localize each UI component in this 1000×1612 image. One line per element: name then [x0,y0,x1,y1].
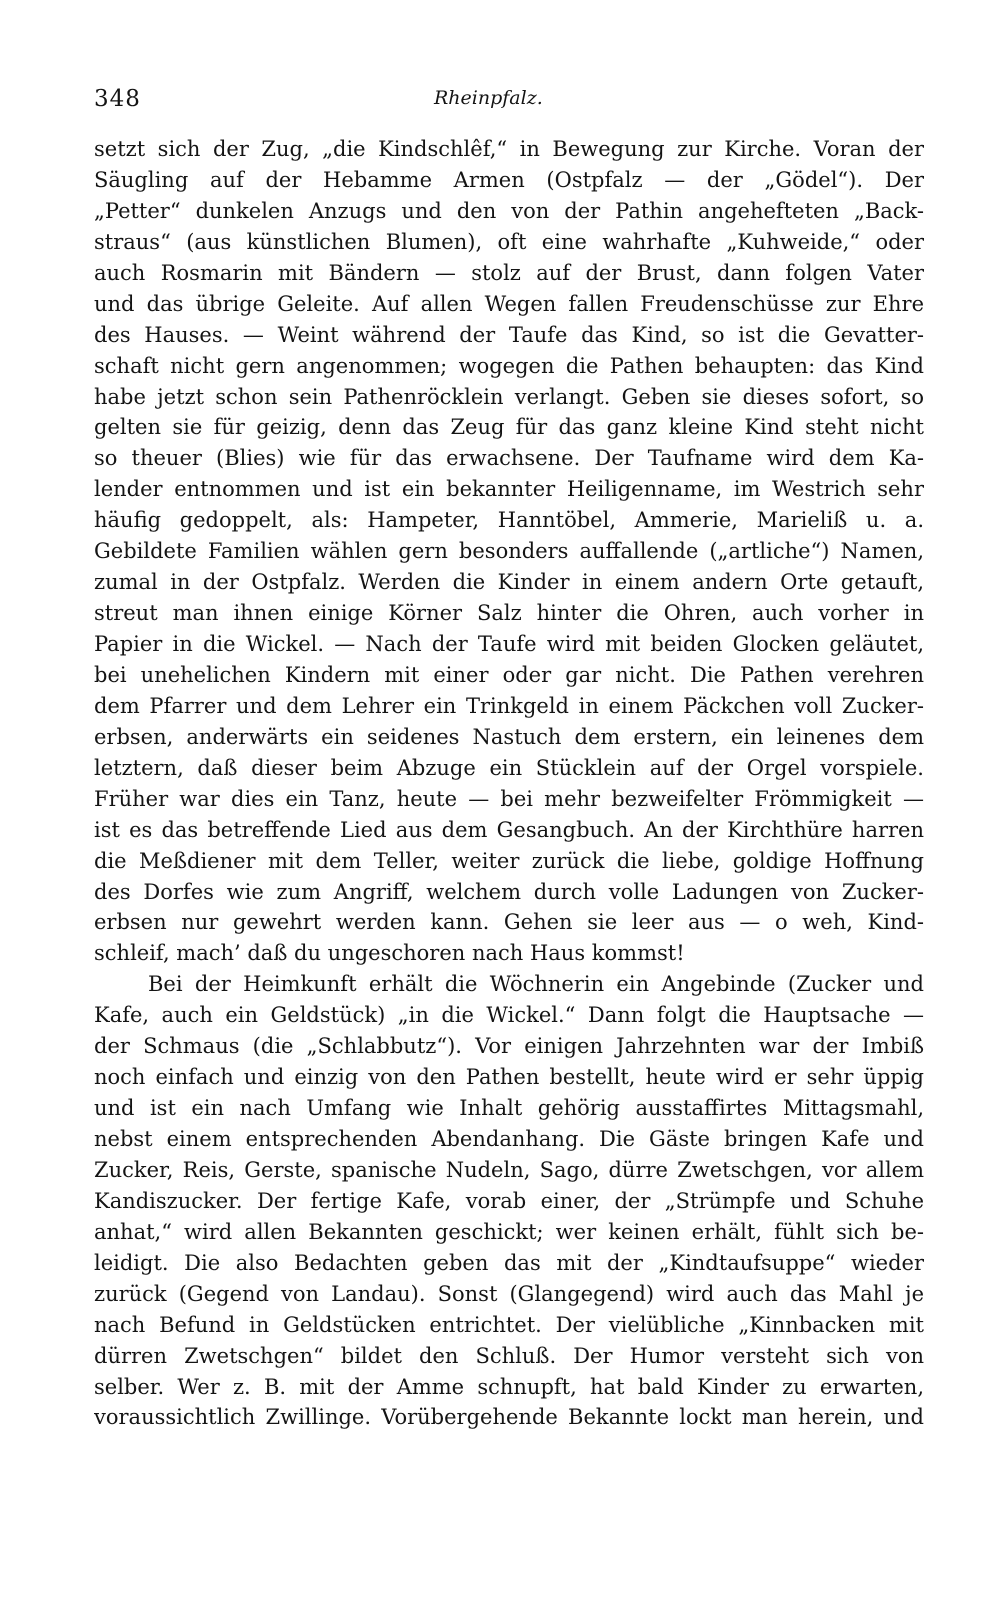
text-line: zumal in der Ostpfalz. Werden die Kinder in einem andern Orte getauft, [94,570,924,595]
text-line: so theuer (Blies) wie für das erwachsene. Der Taufname wird dem Ka- [94,446,924,471]
text-line: selber. Wer z. B. mit der Amme schnupft, hat bald Kinder zu erwarten, [94,1374,924,1399]
text-line: bei unehelichen Kindern mit einer oder gar nicht. Die Pathen verehren [94,662,924,687]
text-line: und das übrige Geleite. Auf allen Wegen fallen Freudenschüsse zur Ehre [94,291,924,316]
text-line: straus“ (aus künstlichen Blumen), oft eine wahrhafte „Kuhweide,“ oder [94,229,924,254]
text-line: und ist ein nach Umfang wie Inhalt gehörig ausstaffirtes Mittagsmahl, [94,1096,924,1121]
text-line: Gebildete Familien wählen gern besonders auffallende („artliche“) Namen, [94,539,924,564]
text-line: zurück (Gegend von Landau). Sonst (Glangegend) wird auch das Mahl je [94,1281,924,1306]
paragraph-start-line: Bei der Heimkunft erhält die Wöchnerin ein Angebinde (Zucker und [148,972,924,997]
text-line: Zucker, Reis, Gerste, spanische Nudeln, Sago, dürre Zwetschgen, vor allem [94,1157,924,1182]
text-line: häufig gedoppelt, als: Hampeter, Hanntöbel, Ammerie, Marieliß u. a. [94,508,924,533]
text-line: Früher war dies ein Tanz, heute — bei mehr bezweifelter Frömmigkeit — [94,786,924,811]
text-line: die Meßdiener mit dem Teller, weiter zurück die liebe, goldige Hoffnung [94,848,924,873]
text-line: streut man ihnen einige Körner Salz hinter die Ohren, auch vorher in [94,601,924,626]
running-title: Rheinpfalz. [434,87,543,109]
text-line: anhat,“ wird allen Bekannten geschickt; wer keinen erhält, fühlt sich be- [94,1219,924,1244]
text-line: noch einfach und einzig von den Pathen bestellt, heute wird er sehr üppig [94,1065,924,1090]
text-line: letztern, daß dieser beim Abzuge ein Stücklein auf der Orgel vorspiele. [94,755,924,780]
text-line: nach Befund in Geldstücken entrichtet. Der vielübliche „Kinnbacken mit [94,1312,924,1337]
text-line: ist es das betreffende Lied aus dem Gesangbuch. An der Kirchthüre harren [94,817,924,842]
paragraph-end-line: schleif, mach’ daß du ungeschoren nach Haus kommst! [94,941,685,966]
text-line: auch Rosmarin mit Bändern — stolz auf der Brust, dann folgen Vater [94,260,924,285]
running-head [94,86,924,126]
text-line: erbsen, anderwärts ein seidenes Nastuch dem erstern, ein leinenes dem [94,724,924,749]
text-line: „Petter“ dunkelen Anzugs und den von der Pathin angehefteten „Back- [94,198,924,223]
text-line: erbsen nur gewehrt werden kann. Gehen sie leer aus — o weh, Kind- [94,910,924,935]
text-line: habe jetzt schon sein Pathenröcklein verlangt. Geben sie dieses sofort, so [94,384,924,409]
text-line: dem Pfarrer und dem Lehrer ein Trinkgeld in einem Päckchen voll Zucker- [94,693,924,718]
text-line: Papier in die Wickel. — Nach der Taufe wird mit beiden Glocken geläutet, [94,632,924,656]
text-line: des Hauses. — Weint während der Taufe das Kind, so ist die Gevatter- [94,322,924,347]
text-line: nebst einem entsprechenden Abendanhang. Die Gäste bringen Kafe und [94,1127,924,1151]
body-text [94,134,924,1433]
text-line: schaft nicht gern angenommen; wogegen die Pathen behaupten: das Kind [94,353,924,378]
text-line: Säugling auf der Hebamme Armen (Ostpfalz — der „Gödel“). Der [94,167,924,192]
page-number: 348 [94,86,141,112]
text-line: setzt sich der Zug, „die Kindschlêf,“ in Bewegung zur Kirche. Voran der [94,137,924,161]
text-line: Kafe, auch ein Geldstück) „in die Wickel.“ Dann folgt die Hauptsache — [94,1003,924,1028]
text-line: Kandiszucker. Der fertige Kafe, vorab einer, der „Strümpfe und Schuhe [94,1188,924,1213]
text-line: des Dorfes wie zum Angriff, welchem durch volle Ladungen von Zucker- [94,879,924,904]
text-line: lender entnommen und ist ein bekannter Heiligenname, im Westrich sehr [94,477,924,502]
text-line: der Schmaus (die „Schlabbutz“). Vor einigen Jahrzehnten war der Imbiß [94,1034,924,1059]
text-line: voraussichtlich Zwillinge. Vorübergehende Bekannte lockt man herein, und [94,1405,924,1430]
text-line: dürren Zwetschgen“ bildet den Schluß. Der Humor versteht sich von [94,1343,924,1368]
text-line: leidigt. Die also Bedachten geben das mit der „Kindtaufsuppe“ wieder [94,1250,924,1275]
text-line: gelten sie für geizig, denn das Zeug für das ganz kleine Kind steht nicht [94,415,924,440]
